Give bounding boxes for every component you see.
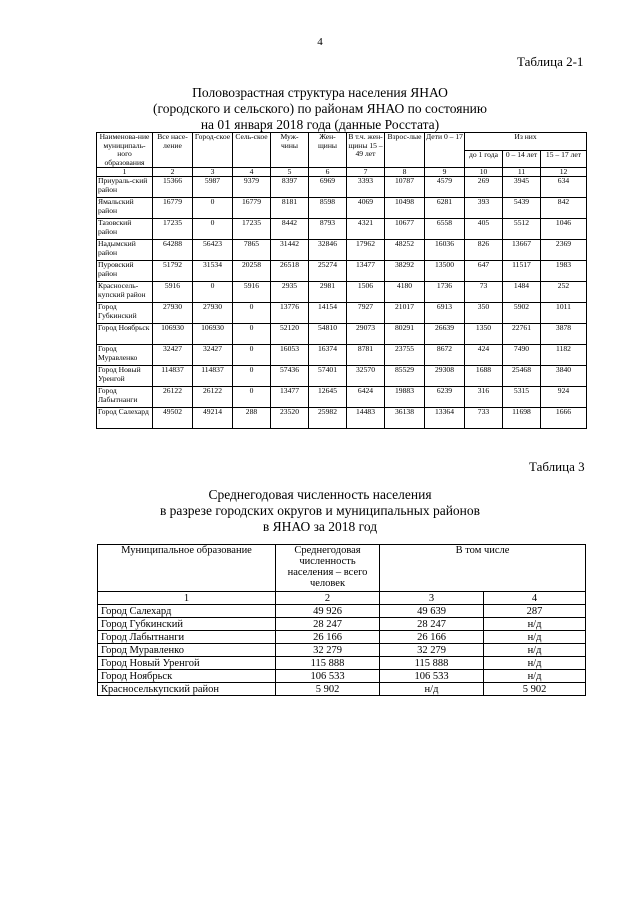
value-cell: 393 bbox=[465, 198, 503, 219]
value-cell: 80291 bbox=[385, 324, 425, 345]
header-children: Дети 0 – 17 bbox=[425, 133, 465, 168]
header-under1: до 1 года bbox=[465, 150, 503, 168]
value-cell: 115 888 bbox=[276, 657, 380, 670]
value-cell: 0 bbox=[233, 324, 271, 345]
value-cell: 13477 bbox=[347, 261, 385, 282]
table-row bbox=[97, 324, 587, 345]
row-name-cell: Город Губкинский bbox=[98, 618, 276, 631]
value-cell: 2369 bbox=[541, 240, 587, 261]
row-name-cell: Город Новый Уренгой bbox=[97, 366, 153, 387]
header-municipality: Муниципальное образование bbox=[98, 545, 276, 592]
value-cell: 114837 bbox=[153, 366, 193, 387]
index-cell: 3 bbox=[380, 592, 484, 605]
value-cell: 17235 bbox=[233, 219, 271, 240]
header-of-them: Из них bbox=[465, 133, 587, 151]
header-women-15-49: В т.ч. жен-щины 15 – 49 лет bbox=[347, 133, 385, 168]
value-cell: 32 279 bbox=[276, 644, 380, 657]
value-cell: 269 bbox=[465, 177, 503, 198]
value-cell: 647 bbox=[465, 261, 503, 282]
value-cell: 11698 bbox=[503, 408, 541, 429]
value-cell: 32427 bbox=[193, 345, 233, 366]
value-cell: 25468 bbox=[503, 366, 541, 387]
value-cell: 10787 bbox=[385, 177, 425, 198]
value-cell: 6913 bbox=[425, 303, 465, 324]
value-cell: 8598 bbox=[309, 198, 347, 219]
index-cell: 10 bbox=[465, 168, 503, 177]
value-cell: 38292 bbox=[385, 261, 425, 282]
value-cell: 73 bbox=[465, 282, 503, 303]
value-cell: 1736 bbox=[425, 282, 465, 303]
value-cell: 13500 bbox=[425, 261, 465, 282]
value-cell: 32846 bbox=[309, 240, 347, 261]
value-cell: 0 bbox=[233, 345, 271, 366]
value-cell: 13477 bbox=[271, 387, 309, 408]
value-cell: 8442 bbox=[271, 219, 309, 240]
value-cell: 23755 bbox=[385, 345, 425, 366]
row-name-cell: Надымский район bbox=[97, 240, 153, 261]
value-cell: 3840 bbox=[541, 366, 587, 387]
value-cell: 106930 bbox=[193, 324, 233, 345]
row-name-cell: Город Ноябрьск bbox=[97, 324, 153, 345]
value-cell: 31442 bbox=[271, 240, 309, 261]
value-cell: 12645 bbox=[309, 387, 347, 408]
table-row bbox=[97, 303, 587, 324]
header-adults: Взрос-лые bbox=[385, 133, 425, 168]
row-name-cell: Пуровский район bbox=[97, 261, 153, 282]
value-cell: 7865 bbox=[233, 240, 271, 261]
value-cell: 5902 bbox=[503, 303, 541, 324]
value-cell: 13776 bbox=[271, 303, 309, 324]
value-cell: 10677 bbox=[385, 219, 425, 240]
value-cell: н/д bbox=[484, 670, 586, 683]
value-cell: 8672 bbox=[425, 345, 465, 366]
table-row bbox=[98, 605, 586, 618]
value-cell: 32 279 bbox=[380, 644, 484, 657]
value-cell: 14154 bbox=[309, 303, 347, 324]
value-cell: 36138 bbox=[385, 408, 425, 429]
row-name-cell: Город Муравленко bbox=[97, 345, 153, 366]
index-cell: 6 bbox=[309, 168, 347, 177]
index-cell: 2 bbox=[153, 168, 193, 177]
table-row bbox=[97, 282, 587, 303]
value-cell: 6969 bbox=[309, 177, 347, 198]
row-name-cell: Город Лабытнанги bbox=[98, 631, 276, 644]
value-cell: 424 bbox=[465, 345, 503, 366]
value-cell: 2935 bbox=[271, 282, 309, 303]
value-cell: 26122 bbox=[193, 387, 233, 408]
value-cell: 5315 bbox=[503, 387, 541, 408]
index-cell: 12 bbox=[541, 168, 587, 177]
header-total: Все насе-ление bbox=[153, 133, 193, 168]
value-cell: 49214 bbox=[193, 408, 233, 429]
value-cell: 316 bbox=[465, 387, 503, 408]
value-cell: 16374 bbox=[309, 345, 347, 366]
row-name-cell: Приураль-ский район bbox=[97, 177, 153, 198]
value-cell: 14483 bbox=[347, 408, 385, 429]
header-rural: Сель-ское bbox=[233, 133, 271, 168]
value-cell: 16053 bbox=[271, 345, 309, 366]
value-cell: 0 bbox=[193, 219, 233, 240]
table-row bbox=[97, 240, 587, 261]
index-cell: 4 bbox=[233, 168, 271, 177]
value-cell: 21017 bbox=[385, 303, 425, 324]
value-cell: 252 bbox=[541, 282, 587, 303]
value-cell: 6281 bbox=[425, 198, 465, 219]
value-cell: 23520 bbox=[271, 408, 309, 429]
value-cell: 287 bbox=[484, 605, 586, 618]
value-cell: н/д bbox=[484, 644, 586, 657]
value-cell: 11517 bbox=[503, 261, 541, 282]
value-cell: 4069 bbox=[347, 198, 385, 219]
value-cell: 19883 bbox=[385, 387, 425, 408]
row-name-cell: Красноселькупский район bbox=[98, 683, 276, 696]
index-cell: 1 bbox=[97, 168, 153, 177]
value-cell: 27930 bbox=[193, 303, 233, 324]
value-cell: 49 926 bbox=[276, 605, 380, 618]
row-name-cell: Город Губкинский bbox=[97, 303, 153, 324]
page-number: 4 bbox=[317, 36, 323, 48]
table1-label: Таблица 2-1 bbox=[517, 54, 584, 69]
table1-title-line: (городского и сельского) по районам ЯНАО по состоянию bbox=[153, 101, 487, 116]
row-name-cell: Ямальский район bbox=[97, 198, 153, 219]
value-cell: 52120 bbox=[271, 324, 309, 345]
value-cell: 28 247 bbox=[380, 618, 484, 631]
value-cell: 7490 bbox=[503, 345, 541, 366]
value-cell: 20258 bbox=[233, 261, 271, 282]
value-cell: 5916 bbox=[153, 282, 193, 303]
row-name-cell: Город Салехард bbox=[98, 605, 276, 618]
value-cell: 32427 bbox=[153, 345, 193, 366]
value-cell: 27930 bbox=[153, 303, 193, 324]
value-cell: 288 bbox=[233, 408, 271, 429]
index-cell: 5 bbox=[271, 168, 309, 177]
value-cell: 634 bbox=[541, 177, 587, 198]
value-cell: 8781 bbox=[347, 345, 385, 366]
index-row bbox=[97, 168, 587, 177]
table1-title-line: на 01 января 2018 года (данные Росстата) bbox=[200, 117, 440, 132]
value-cell: 350 bbox=[465, 303, 503, 324]
table-row bbox=[98, 644, 586, 657]
header-average-population: Среднегодовая численность населения – всего человек bbox=[276, 545, 380, 592]
value-cell: 0 bbox=[233, 387, 271, 408]
value-cell: 13364 bbox=[425, 408, 465, 429]
table-row bbox=[97, 387, 587, 408]
index-cell: 7 bbox=[347, 168, 385, 177]
header-urban: Город-ское bbox=[193, 133, 233, 168]
index-cell: 8 bbox=[385, 168, 425, 177]
value-cell: 8181 bbox=[271, 198, 309, 219]
value-cell: 57436 bbox=[271, 366, 309, 387]
header-age-0-14: 0 – 14 лет bbox=[503, 150, 541, 168]
table-row bbox=[98, 670, 586, 683]
value-cell: 17235 bbox=[153, 219, 193, 240]
value-cell: 4321 bbox=[347, 219, 385, 240]
value-cell: 5987 bbox=[193, 177, 233, 198]
table-row bbox=[98, 683, 586, 696]
table-row bbox=[98, 657, 586, 670]
value-cell: 7927 bbox=[347, 303, 385, 324]
header-age-15-17: 15 – 17 лет bbox=[541, 150, 587, 168]
value-cell: 106 533 bbox=[380, 670, 484, 683]
value-cell: 0 bbox=[193, 198, 233, 219]
value-cell: 4579 bbox=[425, 177, 465, 198]
table-row bbox=[97, 408, 587, 429]
value-cell: 1011 bbox=[541, 303, 587, 324]
table3-title-line: в ЯНАО за 2018 год bbox=[262, 519, 378, 534]
value-cell: 4180 bbox=[385, 282, 425, 303]
value-cell: 16779 bbox=[233, 198, 271, 219]
value-cell: 16036 bbox=[425, 240, 465, 261]
row-name-cell: Город Салехард bbox=[97, 408, 153, 429]
value-cell: 56423 bbox=[193, 240, 233, 261]
value-cell: 49 639 bbox=[380, 605, 484, 618]
value-cell: 1046 bbox=[541, 219, 587, 240]
value-cell: 6424 bbox=[347, 387, 385, 408]
value-cell: 826 bbox=[465, 240, 503, 261]
value-cell: 9379 bbox=[233, 177, 271, 198]
value-cell: 0 bbox=[193, 282, 233, 303]
header-men: Муж-чины bbox=[271, 133, 309, 168]
value-cell: 3945 bbox=[503, 177, 541, 198]
index-cell: 1 bbox=[98, 592, 276, 605]
table1-title bbox=[0, 85, 640, 133]
index-cell: 11 bbox=[503, 168, 541, 177]
value-cell: 1688 bbox=[465, 366, 503, 387]
value-cell: н/д bbox=[484, 657, 586, 670]
value-cell: 28 247 bbox=[276, 618, 380, 631]
value-cell: 0 bbox=[233, 303, 271, 324]
value-cell: 32570 bbox=[347, 366, 385, 387]
value-cell: 405 bbox=[465, 219, 503, 240]
row-name-cell: Город Ноябрьск bbox=[98, 670, 276, 683]
value-cell: 13667 bbox=[503, 240, 541, 261]
value-cell: 8397 bbox=[271, 177, 309, 198]
value-cell: 22761 bbox=[503, 324, 541, 345]
value-cell: 924 bbox=[541, 387, 587, 408]
row-name-cell: Город Муравленко bbox=[98, 644, 276, 657]
value-cell: н/д bbox=[484, 631, 586, 644]
value-cell: 6558 bbox=[425, 219, 465, 240]
value-cell: 3878 bbox=[541, 324, 587, 345]
table-row bbox=[98, 631, 586, 644]
index-row bbox=[98, 592, 586, 605]
value-cell: 5512 bbox=[503, 219, 541, 240]
table3-title bbox=[0, 487, 640, 535]
table-row bbox=[97, 198, 587, 219]
row-name-cell: Город Лабытнанги bbox=[97, 387, 153, 408]
value-cell: 31534 bbox=[193, 261, 233, 282]
average-population-table bbox=[97, 544, 586, 696]
table1-title-line: Половозрастная структура населения ЯНАО bbox=[192, 85, 448, 100]
value-cell: 85529 bbox=[385, 366, 425, 387]
value-cell: 1666 bbox=[541, 408, 587, 429]
value-cell: 49502 bbox=[153, 408, 193, 429]
index-cell: 3 bbox=[193, 168, 233, 177]
value-cell: 5439 bbox=[503, 198, 541, 219]
value-cell: 26 166 bbox=[380, 631, 484, 644]
table-row bbox=[97, 219, 587, 240]
value-cell: н/д bbox=[484, 618, 586, 631]
value-cell: 29073 bbox=[347, 324, 385, 345]
value-cell: 25982 bbox=[309, 408, 347, 429]
value-cell: 5916 bbox=[233, 282, 271, 303]
value-cell: 733 bbox=[465, 408, 503, 429]
value-cell: 106930 bbox=[153, 324, 193, 345]
header-name: Наименова-ние муниципаль-ного образования bbox=[97, 133, 153, 168]
value-cell: 115 888 bbox=[380, 657, 484, 670]
value-cell: 51792 bbox=[153, 261, 193, 282]
value-cell: н/д bbox=[380, 683, 484, 696]
table-row bbox=[98, 618, 586, 631]
value-cell: 57401 bbox=[309, 366, 347, 387]
table3-label: Таблица 3 bbox=[529, 459, 585, 474]
value-cell: 25274 bbox=[309, 261, 347, 282]
value-cell: 48252 bbox=[385, 240, 425, 261]
header-including: В том числе bbox=[380, 545, 586, 592]
table3-title-line: в разрезе городских округов и муниципальных районов bbox=[159, 503, 481, 518]
table3-title-line: Среднегодовая численность населения bbox=[208, 487, 432, 502]
index-cell: 2 bbox=[276, 592, 380, 605]
population-structure-table bbox=[96, 132, 587, 429]
value-cell: 2981 bbox=[309, 282, 347, 303]
value-cell: 0 bbox=[233, 366, 271, 387]
index-cell: 4 bbox=[484, 592, 586, 605]
value-cell: 8793 bbox=[309, 219, 347, 240]
value-cell: 1484 bbox=[503, 282, 541, 303]
value-cell: 1350 bbox=[465, 324, 503, 345]
value-cell: 1983 bbox=[541, 261, 587, 282]
value-cell: 3393 bbox=[347, 177, 385, 198]
value-cell: 29308 bbox=[425, 366, 465, 387]
value-cell: 5 902 bbox=[276, 683, 380, 696]
table-row bbox=[97, 261, 587, 282]
header-women: Жен-щины bbox=[309, 133, 347, 168]
row-name-cell: Тазовский район bbox=[97, 219, 153, 240]
row-name-cell: Красносель-купский район bbox=[97, 282, 153, 303]
value-cell: 17962 bbox=[347, 240, 385, 261]
table-row bbox=[97, 177, 587, 198]
value-cell: 64288 bbox=[153, 240, 193, 261]
table-row bbox=[97, 366, 587, 387]
value-cell: 1182 bbox=[541, 345, 587, 366]
index-cell: 9 bbox=[425, 168, 465, 177]
value-cell: 54810 bbox=[309, 324, 347, 345]
value-cell: 16779 bbox=[153, 198, 193, 219]
value-cell: 842 bbox=[541, 198, 587, 219]
value-cell: 26 166 bbox=[276, 631, 380, 644]
value-cell: 26122 bbox=[153, 387, 193, 408]
value-cell: 114837 bbox=[193, 366, 233, 387]
value-cell: 5 902 bbox=[484, 683, 586, 696]
row-name-cell: Город Новый Уренгой bbox=[98, 657, 276, 670]
value-cell: 1506 bbox=[347, 282, 385, 303]
value-cell: 15366 bbox=[153, 177, 193, 198]
value-cell: 6239 bbox=[425, 387, 465, 408]
value-cell: 26518 bbox=[271, 261, 309, 282]
table-row bbox=[97, 345, 587, 366]
value-cell: 106 533 bbox=[276, 670, 380, 683]
value-cell: 26639 bbox=[425, 324, 465, 345]
value-cell: 10498 bbox=[385, 198, 425, 219]
